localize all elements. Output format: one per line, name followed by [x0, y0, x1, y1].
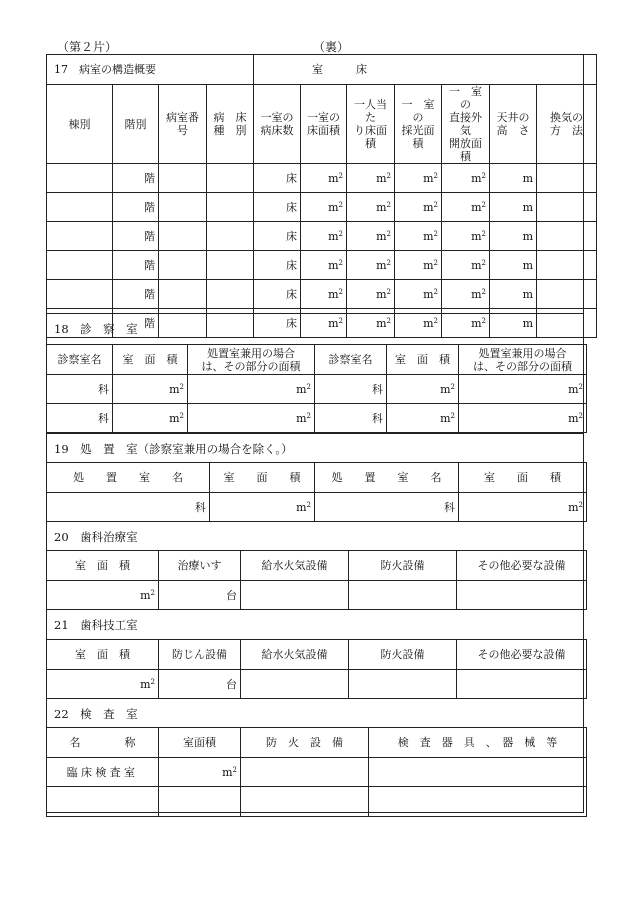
- column-header: 処 置 室 名: [315, 463, 459, 493]
- unit-m2: [376, 230, 391, 243]
- open-air-area-cell[interactable]: [442, 193, 490, 222]
- unit-superscript: 2: [481, 229, 486, 238]
- floor-area-cell[interactable]: [301, 193, 347, 222]
- unit-floor: 階: [144, 258, 155, 272]
- room-number-cell[interactable]: [159, 251, 207, 280]
- unit-superscript: 2: [338, 200, 343, 209]
- unit-m2: [440, 383, 455, 396]
- building-cell[interactable]: [47, 251, 113, 280]
- unit-bed: 床: [286, 229, 297, 243]
- unit-superscript: 2: [450, 382, 455, 391]
- column-header: 検 査 器 具 、 器 械 等: [369, 728, 587, 758]
- unit-m: m: [471, 229, 482, 243]
- unit-m2: [328, 172, 343, 185]
- unit-superscript: 2: [150, 677, 155, 686]
- building-cell[interactable]: [47, 164, 113, 193]
- shared-area-cell[interactable]: [459, 375, 587, 404]
- unit-superscript: 2: [433, 200, 438, 209]
- column-header: 室 面 積: [387, 345, 459, 375]
- column-header: 防じん設備: [159, 640, 241, 670]
- unit-m: m: [376, 258, 387, 272]
- unit-m: m: [423, 316, 434, 330]
- unit-m: m: [440, 411, 451, 425]
- unit-m: m: [423, 287, 434, 301]
- area-per-person-cell[interactable]: [347, 164, 395, 193]
- fire-prevention-cell[interactable]: [349, 581, 457, 610]
- column-header: 室 面 積: [47, 551, 159, 581]
- lighting-area-cell[interactable]: [395, 251, 442, 280]
- column-header: 給水火気設備: [241, 551, 349, 581]
- unit-m: m: [440, 382, 451, 396]
- unit-superscript: 2: [433, 229, 438, 238]
- unit-dept: 科: [444, 500, 455, 514]
- page-number-label: （第２片）: [57, 40, 118, 54]
- unit-superscript: 2: [386, 200, 391, 209]
- unit-m: m: [568, 382, 579, 396]
- unit-count: 台: [226, 677, 237, 691]
- unit-m2: [376, 288, 391, 301]
- column-header: 給水火気設備: [241, 640, 349, 670]
- water-fire-cell[interactable]: [241, 670, 349, 699]
- column-header: 名 称: [47, 728, 159, 758]
- table-row: [47, 581, 587, 610]
- other-equipment-cell[interactable]: [457, 581, 587, 610]
- floor-area-cell[interactable]: [301, 251, 347, 280]
- open-air-area-cell[interactable]: [442, 222, 490, 251]
- table-row: [47, 493, 587, 522]
- unit-m: m: [423, 258, 434, 272]
- treatment-room-name-cell[interactable]: [47, 493, 210, 522]
- fire-equipment-cell[interactable]: [241, 787, 369, 817]
- bed-type-cell[interactable]: [207, 193, 254, 222]
- unit-superscript: 2: [338, 316, 343, 325]
- unit-m: m: [471, 200, 482, 214]
- column-header: その他必要な設備: [457, 551, 587, 581]
- unit-m2: [328, 230, 343, 243]
- unit-superscript: 2: [232, 765, 237, 774]
- unit-superscript: 2: [338, 171, 343, 180]
- room-area-cell[interactable]: [47, 670, 159, 699]
- unit-superscript: 2: [179, 382, 184, 391]
- unit-m2: [440, 412, 455, 425]
- column-header: 処置室兼用の場合 は、その部分の面積: [459, 345, 587, 375]
- floor-area-cell[interactable]: [301, 280, 347, 309]
- treatment-room-name-cell[interactable]: [315, 493, 459, 522]
- unit-m2: [169, 412, 184, 425]
- unit-m: m: [140, 677, 151, 691]
- table-row: [47, 164, 597, 193]
- section-19-title: 19 処 置 室（診察室兼用の場合を除く。）: [54, 442, 293, 456]
- ceiling-height-cell[interactable]: [490, 280, 537, 309]
- unit-m: m: [296, 382, 307, 396]
- unit-m2: [471, 259, 486, 272]
- unit-m: m: [568, 411, 579, 425]
- unit-m2: [328, 259, 343, 272]
- unit-bed: 床: [286, 287, 297, 301]
- area-per-person-cell[interactable]: [347, 280, 395, 309]
- lab-room-table: [46, 727, 587, 817]
- beds-per-room-cell[interactable]: [254, 280, 301, 309]
- open-air-area-cell[interactable]: [442, 280, 490, 309]
- column-header: 処 置 室 名: [47, 463, 210, 493]
- floor-cell[interactable]: [113, 280, 159, 309]
- floor-cell[interactable]: [113, 251, 159, 280]
- fire-equipment-cell[interactable]: [241, 758, 369, 787]
- unit-m: m: [376, 171, 387, 185]
- section-19: [47, 433, 583, 521]
- unit-m: m: [522, 171, 533, 185]
- column-header: 防火設備: [349, 551, 457, 581]
- unit-m2: [222, 766, 237, 779]
- ceiling-height-cell[interactable]: [490, 222, 537, 251]
- lab-instruments-cell[interactable]: [369, 787, 587, 817]
- ward-structure-table: [46, 54, 597, 338]
- section-21-title: 21 歯科技工室: [54, 618, 138, 632]
- room-number-cell[interactable]: [159, 280, 207, 309]
- ceiling-height-cell[interactable]: [490, 193, 537, 222]
- unit-superscript: 2: [338, 287, 343, 296]
- section-21: [47, 609, 583, 698]
- unit-superscript: 2: [481, 171, 486, 180]
- ventilation-cell[interactable]: [537, 193, 597, 222]
- ventilation-cell[interactable]: [537, 222, 597, 251]
- unit-superscript: 2: [386, 171, 391, 180]
- unit-m2: [376, 201, 391, 214]
- unit-superscript: 2: [433, 171, 438, 180]
- unit-m2: [568, 383, 583, 396]
- bed-type-cell[interactable]: [207, 222, 254, 251]
- unit-m: m: [140, 588, 151, 602]
- area-per-person-cell[interactable]: [347, 222, 395, 251]
- shared-area-cell[interactable]: [459, 404, 587, 433]
- unit-dept: 科: [195, 500, 206, 514]
- lab-name-cell: 臨床検査室: [47, 758, 159, 787]
- section-18: [47, 313, 583, 433]
- column-header: 室面積: [159, 728, 241, 758]
- unit-m: m: [328, 258, 339, 272]
- column-header: 病室番号: [159, 85, 207, 164]
- beds-per-room-cell[interactable]: [254, 164, 301, 193]
- bed-type-cell[interactable]: [207, 280, 254, 309]
- column-header: 診察室名: [315, 345, 387, 375]
- room-number-cell[interactable]: [159, 222, 207, 251]
- count-cell[interactable]: [159, 581, 241, 610]
- unit-floor: 階: [144, 287, 155, 301]
- section-20: [47, 521, 583, 609]
- unit-superscript: 2: [338, 258, 343, 267]
- table-row: [47, 193, 597, 222]
- room-number-cell[interactable]: [159, 193, 207, 222]
- unit-m2: [376, 172, 391, 185]
- unit-m: m: [376, 200, 387, 214]
- unit-m: m: [522, 287, 533, 301]
- ventilation-cell[interactable]: [537, 251, 597, 280]
- unit-floor: 階: [144, 229, 155, 243]
- unit-m: m: [568, 500, 579, 514]
- lab-name-cell[interactable]: [47, 787, 159, 817]
- exam-room-area-cell[interactable]: [387, 375, 459, 404]
- section-18-title: 18 診 察 室: [54, 322, 138, 336]
- unit-m2: [568, 412, 583, 425]
- exam-room-area-cell[interactable]: [113, 404, 188, 433]
- floor-cell[interactable]: [113, 222, 159, 251]
- unit-m: m: [222, 765, 233, 779]
- water-fire-cell[interactable]: [241, 581, 349, 610]
- unit-m: m: [376, 229, 387, 243]
- dental-treatment-table: [46, 550, 587, 610]
- shared-area-cell[interactable]: [188, 404, 315, 433]
- lighting-area-cell[interactable]: [395, 193, 442, 222]
- unit-superscript: 2: [578, 411, 583, 420]
- unit-m: m: [522, 258, 533, 272]
- unit-dept: 科: [372, 382, 383, 396]
- unit-m: m: [169, 411, 180, 425]
- unit-m2: [140, 589, 155, 602]
- unit-m2: [568, 501, 583, 514]
- unit-m: m: [376, 316, 387, 330]
- shared-area-cell[interactable]: [188, 375, 315, 404]
- unit-superscript: 2: [306, 500, 311, 509]
- column-header: 治療いす: [159, 551, 241, 581]
- unit-m2: [423, 288, 438, 301]
- unit-bed: 床: [286, 200, 297, 214]
- unit-m: m: [471, 287, 482, 301]
- unit-m2: [169, 383, 184, 396]
- unit-superscript: 2: [433, 316, 438, 325]
- open-air-area-cell[interactable]: [442, 164, 490, 193]
- column-header: 室 面 積: [47, 640, 159, 670]
- column-header: 防 火 設 備: [241, 728, 369, 758]
- lighting-area-cell[interactable]: [395, 164, 442, 193]
- other-equipment-cell[interactable]: [457, 670, 587, 699]
- section-17-title: 17 病室の構造概要: [47, 55, 254, 85]
- form-frame: [46, 54, 584, 813]
- column-header: 診察室名: [47, 345, 113, 375]
- column-header: 棟別: [47, 85, 113, 164]
- unit-superscript: 2: [481, 287, 486, 296]
- column-header: 室 面 積: [210, 463, 315, 493]
- unit-m2: [471, 172, 486, 185]
- exam-room-area-cell[interactable]: [387, 404, 459, 433]
- column-header: 室 面 積: [459, 463, 587, 493]
- unit-m2: [423, 172, 438, 185]
- unit-m: m: [471, 316, 482, 330]
- table-row: [47, 404, 587, 433]
- exam-room-name-cell[interactable]: [315, 404, 387, 433]
- unit-m: m: [328, 171, 339, 185]
- reverse-side-label: （裏）: [313, 40, 350, 54]
- unit-dept: 科: [98, 382, 109, 396]
- unit-m: m: [522, 316, 533, 330]
- building-cell[interactable]: [47, 193, 113, 222]
- unit-m2: [222, 766, 237, 779]
- beds-per-room-cell[interactable]: [254, 251, 301, 280]
- count-cell[interactable]: [159, 670, 241, 699]
- lab-area-cell[interactable]: [159, 758, 241, 787]
- unit-m: m: [522, 229, 533, 243]
- lighting-area-cell[interactable]: [395, 280, 442, 309]
- unit-superscript: 2: [386, 258, 391, 267]
- room-floor-header: 室 床: [254, 55, 597, 85]
- unit-superscript: 2: [306, 411, 311, 420]
- area-per-person-cell[interactable]: [347, 193, 395, 222]
- unit-m: m: [169, 382, 180, 396]
- unit-dept: 科: [372, 411, 383, 425]
- section-22-title: 22 検 査 室: [54, 707, 138, 721]
- unit-m2: [423, 201, 438, 214]
- ceiling-height-cell[interactable]: [490, 164, 537, 193]
- building-cell[interactable]: [47, 222, 113, 251]
- unit-m2: [296, 383, 311, 396]
- unit-m: m: [471, 258, 482, 272]
- lab-instruments-cell[interactable]: [369, 758, 587, 787]
- unit-superscript: 2: [179, 411, 184, 420]
- column-header: 一人当た り床面積: [347, 85, 395, 164]
- ceiling-height-cell[interactable]: [490, 251, 537, 280]
- floor-area-cell[interactable]: [301, 222, 347, 251]
- unit-superscript: 2: [386, 316, 391, 325]
- unit-m2: [328, 201, 343, 214]
- unit-m: m: [423, 229, 434, 243]
- ventilation-cell[interactable]: [537, 164, 597, 193]
- table-row: [47, 375, 587, 404]
- table-row: [47, 758, 587, 787]
- column-header: 階別: [113, 85, 159, 164]
- column-header: 防火設備: [349, 640, 457, 670]
- unit-m2: [471, 201, 486, 214]
- room-area-cell[interactable]: [47, 581, 159, 610]
- column-header: 一 室 の 採光面積: [395, 85, 442, 164]
- unit-dept: 科: [98, 411, 109, 425]
- room-number-cell[interactable]: [159, 164, 207, 193]
- exam-room-name-cell[interactable]: [47, 404, 113, 433]
- column-header: 天井の 高 さ: [490, 85, 537, 164]
- lighting-area-cell[interactable]: [395, 222, 442, 251]
- table-row: [47, 670, 587, 699]
- area-per-person-cell[interactable]: [347, 251, 395, 280]
- unit-m2: [328, 288, 343, 301]
- table-row: [47, 251, 597, 280]
- unit-m: m: [328, 316, 339, 330]
- column-header: 病 床 種 別: [207, 85, 254, 164]
- ventilation-cell[interactable]: [537, 280, 597, 309]
- unit-m2: [296, 501, 311, 514]
- column-header: その他必要な設備: [457, 640, 587, 670]
- exam-room-name-cell[interactable]: [315, 375, 387, 404]
- floor-cell[interactable]: [113, 164, 159, 193]
- unit-superscript: 2: [481, 316, 486, 325]
- unit-superscript: 2: [433, 258, 438, 267]
- floor-area-cell[interactable]: [301, 164, 347, 193]
- treatment-room-area-cell[interactable]: [459, 493, 587, 522]
- unit-superscript: 2: [338, 229, 343, 238]
- floor-cell[interactable]: [113, 193, 159, 222]
- treatment-room-area-cell[interactable]: [210, 493, 315, 522]
- open-air-area-cell[interactable]: [442, 251, 490, 280]
- unit-m2: [423, 259, 438, 272]
- unit-superscript: 2: [578, 500, 583, 509]
- unit-bed: 床: [286, 171, 297, 185]
- unit-m2: [471, 288, 486, 301]
- unit-superscript: 2: [150, 588, 155, 597]
- table-row: [47, 787, 587, 817]
- unit-m: m: [522, 200, 533, 214]
- table-row: [47, 280, 597, 309]
- column-header: 処置室兼用の場合 は、その部分の面積: [188, 345, 315, 375]
- unit-m: m: [328, 229, 339, 243]
- unit-bed: 床: [286, 258, 297, 272]
- unit-count: 台: [226, 588, 237, 602]
- section-20-title: 20 歯科治療室: [54, 530, 138, 544]
- unit-superscript: 2: [386, 229, 391, 238]
- unit-superscript: 2: [481, 200, 486, 209]
- treatment-room-table: [46, 462, 587, 522]
- unit-m2: [140, 678, 155, 691]
- unit-m2: [471, 230, 486, 243]
- unit-m2: [376, 259, 391, 272]
- bed-type-cell[interactable]: [207, 164, 254, 193]
- section-22: [47, 698, 583, 814]
- unit-floor: 階: [144, 171, 155, 185]
- unit-m: m: [296, 411, 307, 425]
- unit-floor: 階: [144, 200, 155, 214]
- exam-room-area-cell[interactable]: [113, 375, 188, 404]
- column-header: 換気の 方 法: [537, 85, 597, 164]
- unit-bed: 床: [286, 316, 297, 330]
- bed-type-cell[interactable]: [207, 251, 254, 280]
- unit-superscript: 2: [433, 287, 438, 296]
- unit-m: m: [471, 171, 482, 185]
- building-cell[interactable]: [47, 280, 113, 309]
- exam-room-table: [46, 344, 587, 433]
- unit-superscript: 2: [386, 287, 391, 296]
- unit-floor: 階: [144, 316, 155, 330]
- lab-area-cell[interactable]: [159, 787, 241, 817]
- column-header: 一室の 床面積: [301, 85, 347, 164]
- unit-m: m: [296, 500, 307, 514]
- beds-per-room-cell[interactable]: [254, 193, 301, 222]
- unit-m: m: [328, 287, 339, 301]
- unit-superscript: 2: [450, 411, 455, 420]
- column-header: 一 室 の 直接外気 開放面積: [442, 85, 490, 164]
- unit-superscript: 2: [578, 382, 583, 391]
- table-row: [47, 222, 597, 251]
- unit-m2: [296, 412, 311, 425]
- unit-m: m: [423, 200, 434, 214]
- unit-m2: [423, 230, 438, 243]
- unit-superscript: 2: [306, 382, 311, 391]
- unit-m: m: [328, 200, 339, 214]
- column-header: 一室の 病床数: [254, 85, 301, 164]
- dental-lab-table: [46, 639, 587, 699]
- unit-m: m: [423, 171, 434, 185]
- beds-per-room-cell[interactable]: [254, 222, 301, 251]
- exam-room-name-cell[interactable]: [47, 375, 113, 404]
- unit-m: m: [376, 287, 387, 301]
- fire-prevention-cell[interactable]: [349, 670, 457, 699]
- column-header: 室 面 積: [113, 345, 188, 375]
- unit-superscript: 2: [481, 258, 486, 267]
